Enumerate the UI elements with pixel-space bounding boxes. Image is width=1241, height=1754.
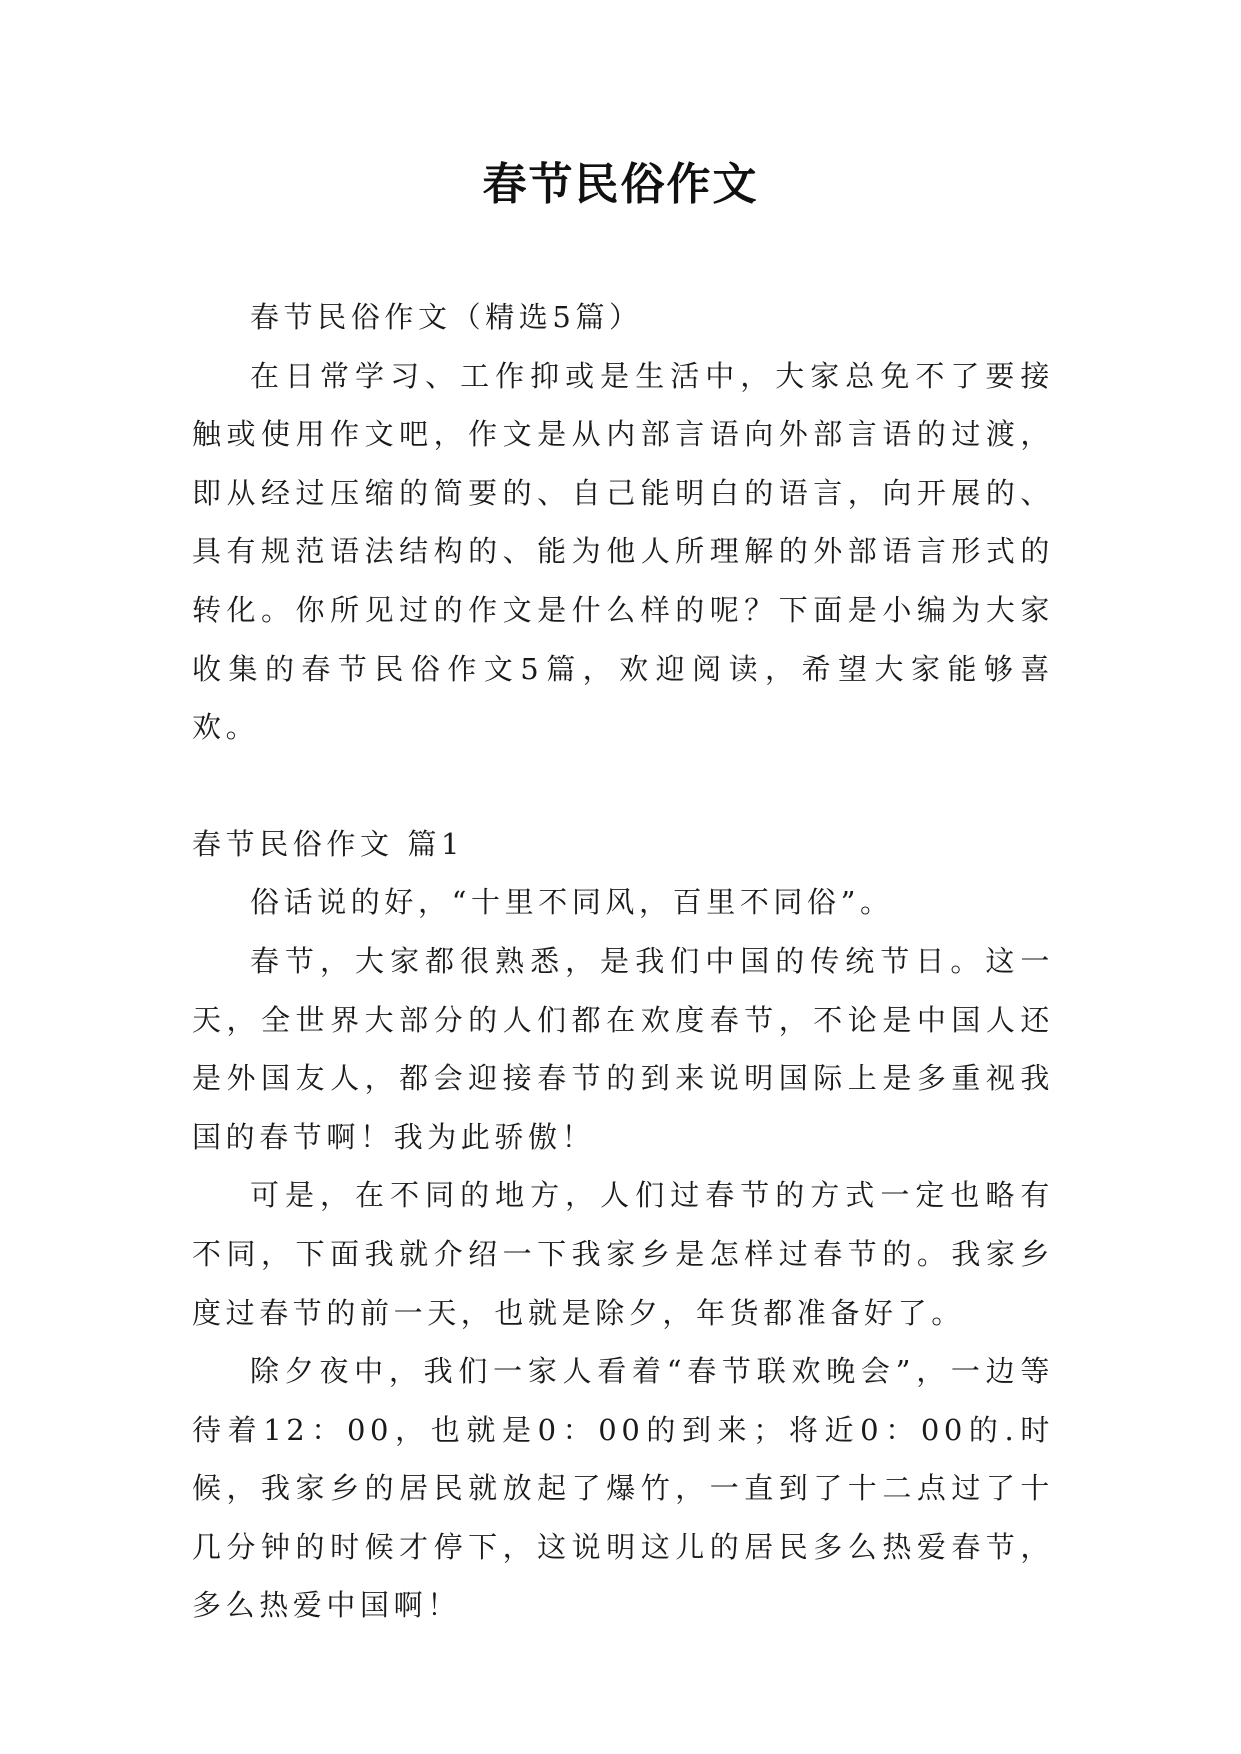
paragraph: 可是，在不同的地方，人们过春节的方式一定也略有不同，下面我就介绍一下我家乡是怎样过春节的。我家乡度过春节的前一天，也就是除夕，年货都准备好了。 <box>192 1178 1054 1330</box>
paragraph: 俗话说的好，“十里不同风，百里不同俗”。 <box>250 885 894 920</box>
section-gap <box>192 757 1054 815</box>
subtitle: 春节民俗作文（精选5篇） <box>250 300 643 334</box>
intro-paragraph: 在日常学习、工作抑或是生活中，大家总免不了要接触或使用作文吧，作文是从内部言语向外部言语的过渡，即从经过压缩的简要的、自己能明白的语言，向开展的、具有规范语法结构的、能为他人所理解的外部语言形式的转化。你所见过的作文是什么样的呢？下面是小编为大家收集的春节民俗作文5篇，欢迎阅读，希望大家能够喜欢。 <box>192 358 1054 745</box>
paragraph: 除夕夜中，我们一家人看着“春节联欢晚会”，一边等待着12：00，也就是0：00的到来；将近0：00的.时候，我家乡的居民就放起了爆竹，一直到了十二点过了十几分钟的时候才停下，这说明这儿的居民多么热爱春节，多么热爱中国啊！ <box>192 1354 1054 1623</box>
paragraph: 春节，大家都很熟悉，是我们中国的传统节日。这一天，全世界大部分的人们都在欢度春节，不论是中国人还是外国友人，都会迎接春节的到来说明国际上是多重视我国的春节啊！我为此骄傲！ <box>192 943 1054 1154</box>
document-body <box>192 288 1054 1635</box>
document-title: 春节民俗作文 <box>482 159 759 210</box>
section-heading: 春节民俗作文 篇1 <box>192 826 465 861</box>
